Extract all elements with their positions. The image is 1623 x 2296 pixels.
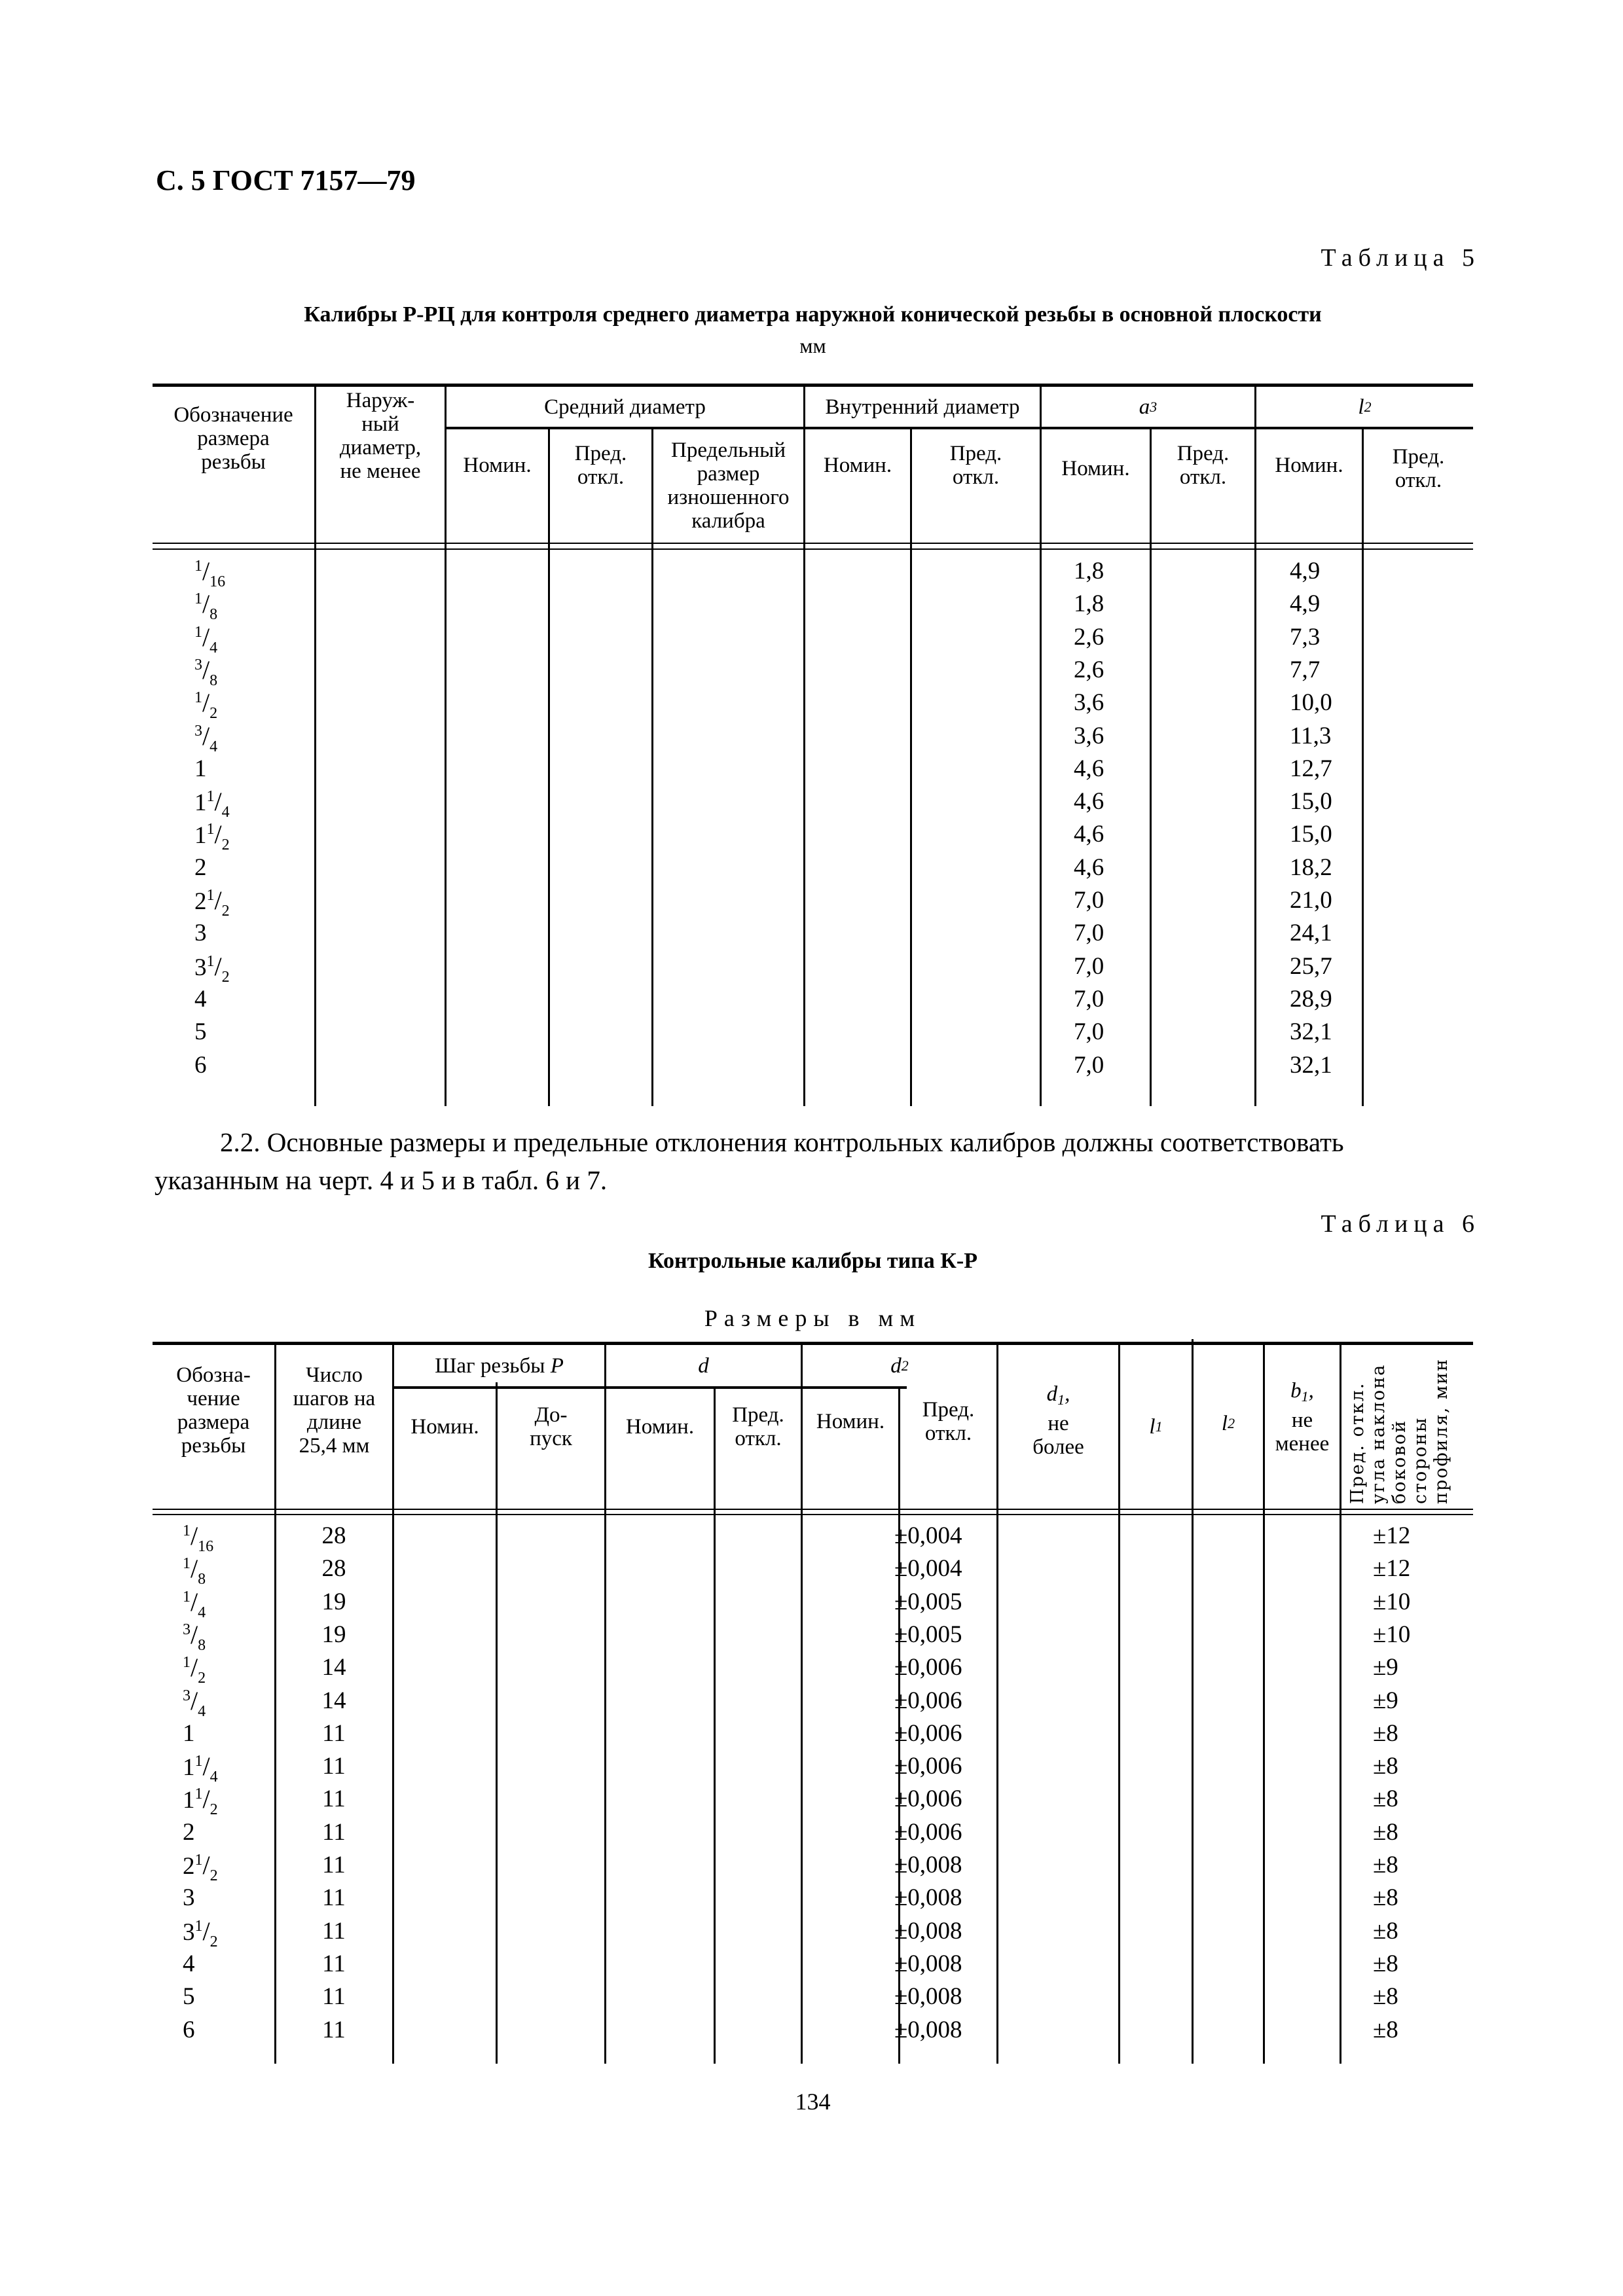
a3-nom-cell: 7,0 [1074, 1052, 1104, 1079]
header-text: откл. [924, 1422, 972, 1445]
size-whole: 1 [183, 1720, 195, 1747]
a3-nom-cell: 7,0 [1074, 1018, 1104, 1045]
a3-nom-cell: 7,0 [1074, 920, 1104, 946]
size-whole: 1 [183, 1787, 195, 1814]
header-text: Предельный [671, 439, 786, 462]
l2-nom-cell: 15,0 [1290, 788, 1332, 815]
size-denominator: 4 [198, 1604, 206, 1621]
thread-size [194, 818, 230, 851]
table6-header-d2-dev [900, 1389, 996, 1454]
fraction-slash: / [214, 819, 222, 849]
angle-dev-cell: ±8 [1373, 1819, 1398, 1846]
size-numerator: 1 [194, 558, 202, 575]
header-text: менее [1275, 1431, 1330, 1456]
size-denominator: 4 [198, 1703, 206, 1720]
fraction-slash: / [191, 1521, 198, 1551]
size-whole: 2 [183, 1853, 195, 1880]
size-whole: 6 [194, 1052, 207, 1079]
a3-nom-cell: 7,0 [1074, 953, 1104, 980]
size-numerator: 1 [206, 953, 215, 970]
thread-size [183, 1717, 195, 1750]
paragraph-line-1: 2.2. Основные размеры и предельные отклонения контрольных калибров должны соответствовать [220, 1127, 1344, 1157]
angle-dev-cell: ±10 [1373, 1621, 1411, 1648]
table5-header-designation [153, 393, 314, 484]
fraction-slash: / [214, 886, 222, 915]
size-whole: 3 [194, 920, 207, 946]
header-text: Наруж- [346, 389, 415, 412]
table5-header-rule-1 [153, 543, 1473, 544]
size-numerator: 1 [194, 1852, 203, 1869]
header-text: откл. [735, 1426, 782, 1450]
size-numerator: 1 [206, 821, 215, 838]
thread-size [183, 1552, 206, 1588]
thread-size [183, 1520, 214, 1555]
fraction-slash: / [191, 1686, 198, 1715]
angle-dev-cell: ±8 [1373, 1720, 1398, 1747]
size-whole: 3 [183, 1884, 195, 1911]
thread-size [183, 1586, 206, 1619]
l2-nom-cell: 4,9 [1290, 558, 1321, 584]
header-text: не менее [340, 459, 421, 483]
subscript: 2 [901, 1357, 909, 1374]
size-whole: 5 [183, 1983, 195, 2010]
d2-dev-cell: ±0,005 [894, 1588, 962, 1615]
size-numerator: 1 [183, 1588, 191, 1605]
thread-size [183, 1783, 218, 1816]
header-text: Пред. [574, 442, 627, 465]
thread-size [183, 1619, 206, 1654]
header-text: размера [197, 427, 270, 450]
symbol-p: P [550, 1354, 564, 1378]
thread-size [183, 1750, 218, 1783]
fraction-slash: / [202, 589, 210, 619]
thread-size [194, 588, 218, 623]
header-text: откл. [1395, 469, 1442, 492]
table6-header-rule-2 [153, 1514, 1473, 1515]
l2-nom-cell: 32,1 [1290, 1018, 1332, 1045]
thread-size [194, 753, 207, 785]
d2-dev-cell: ±0,005 [894, 1621, 962, 1648]
table6-header-pitch [394, 1345, 604, 1386]
steps-cell: 11 [322, 1918, 346, 1945]
header-text: Пред. [1176, 442, 1230, 465]
thread-size [194, 1016, 207, 1049]
l2-nom-cell: 28,9 [1290, 986, 1332, 1013]
angle-dev-cell: ±8 [1373, 1884, 1398, 1911]
table5-header-l2-nom: Номин. [1275, 454, 1343, 477]
angle-dev-cell: ±8 [1373, 1983, 1398, 2010]
steps-cell: 11 [322, 1983, 346, 2010]
thread-size [183, 1651, 206, 1687]
l2-nom-cell: 11,3 [1290, 723, 1332, 749]
thread-size [183, 1981, 195, 2013]
table6-header-d1: $d_1$, не более [1032, 1382, 1084, 1459]
table5-header-inner-diameter: Внутренний диаметр [825, 395, 1020, 419]
header-text: откл. [577, 465, 625, 489]
table5-header-a3 [1042, 387, 1254, 427]
a3-nom-cell: 4,6 [1074, 854, 1104, 881]
table6-header-b1: $b_1$, не менее [1275, 1378, 1330, 1456]
size-numerator: 3 [194, 656, 202, 673]
table6-header-d-dev [716, 1389, 801, 1464]
l2-nom-cell: 24,1 [1290, 920, 1332, 946]
size-whole: 3 [194, 954, 207, 981]
table5-header-worn-limit [653, 429, 803, 542]
fraction-slash: / [191, 1620, 198, 1649]
size-numerator: 1 [194, 1918, 203, 1935]
table5-header-outer-diameter [316, 389, 445, 500]
table5-header-mean-nom: Номин. [463, 454, 532, 477]
header-text: резьбы [201, 450, 266, 474]
l2-nom-cell: 21,0 [1290, 887, 1332, 914]
size-denominator: 8 [210, 672, 218, 689]
thread-size [183, 1816, 195, 1849]
header-text: более [1032, 1435, 1084, 1459]
thread-size [183, 1915, 218, 1948]
angle-dev-cell: ±8 [1373, 1785, 1398, 1812]
fraction-slash: / [202, 1751, 210, 1781]
header-text: Шаг резьбы [435, 1354, 545, 1378]
a3-nom-cell: 4,6 [1074, 755, 1104, 782]
fraction-slash: / [214, 787, 222, 816]
fraction-slash: / [202, 556, 210, 586]
d2-dev-cell: ±0,008 [894, 1884, 962, 1911]
thread-size [194, 687, 218, 722]
size-whole: 5 [194, 1018, 207, 1045]
header-text-vertical: Пред. откл. угла наклона боковой стороны профиля, мин [1347, 1357, 1451, 1504]
table6-header-pitch-tol [498, 1389, 604, 1464]
size-denominator: 2 [221, 836, 230, 853]
fraction-slash: / [202, 1850, 210, 1880]
table5-header-l2 [1256, 387, 1473, 427]
a3-nom-cell: 3,6 [1074, 723, 1104, 749]
steps-cell: 11 [322, 1819, 346, 1846]
table5-label: Таблица 5 [1321, 244, 1480, 272]
size-whole: 6 [183, 2017, 195, 2043]
angle-dev-cell: ±12 [1373, 1555, 1411, 1582]
d2-dev-cell: ±0,008 [894, 2017, 962, 2043]
size-numerator: 1 [183, 1555, 191, 1572]
header-text: Пред. [1392, 445, 1445, 469]
size-numerator: 1 [206, 887, 215, 904]
d2-dev-cell: ±0,006 [894, 1753, 962, 1780]
d2-dev-cell: ±0,006 [894, 1819, 962, 1846]
size-numerator: 1 [194, 590, 202, 607]
table6-header-d: d [698, 1354, 709, 1378]
header-text: не [1291, 1408, 1313, 1432]
header-text: шагов на [293, 1387, 376, 1410]
l2-nom-cell: 15,0 [1290, 821, 1332, 848]
table6-header-pitch-nom: Номин. [410, 1414, 479, 1439]
fraction-slash: / [202, 1916, 210, 1946]
steps-cell: 11 [322, 1753, 346, 1780]
d2-dev-cell: ±0,008 [894, 1918, 962, 1945]
angle-dev-cell: ±12 [1373, 1522, 1411, 1549]
header-text: До- [534, 1403, 568, 1427]
table6-col-divider [496, 1382, 498, 2064]
header-text: откл. [1179, 465, 1227, 489]
d2-dev-cell: ±0,008 [894, 1852, 962, 1878]
size-numerator: 1 [183, 1522, 191, 1539]
angle-dev-cell: ±8 [1373, 1918, 1398, 1945]
a3-nom-cell: 2,6 [1074, 656, 1104, 683]
steps-cell: 19 [321, 1621, 346, 1648]
table5-caption: Калибры Р-РЦ для контроля среднего диаметра наружной конической резьбы в основной плоскости [304, 302, 1322, 327]
size-denominator: 16 [210, 573, 226, 590]
angle-dev-cell: ±10 [1373, 1588, 1411, 1615]
header-text: чение [187, 1387, 240, 1410]
header-text: пуск [530, 1426, 572, 1450]
d2-dev-cell: ±0,004 [894, 1522, 962, 1549]
steps-cell: 28 [321, 1522, 346, 1549]
size-denominator: 8 [210, 606, 218, 623]
header-text: размер [697, 462, 760, 486]
fraction-slash: / [191, 1554, 198, 1583]
size-denominator: 8 [198, 1571, 206, 1588]
thread-size [194, 1049, 207, 1082]
size-numerator: 1 [206, 788, 215, 805]
angle-dev-cell: ±8 [1373, 2017, 1398, 2043]
subscript: 2 [1228, 1415, 1235, 1431]
header-text: диаметр, [339, 436, 422, 459]
thread-size [183, 1948, 195, 1981]
size-numerator: 1 [183, 1654, 191, 1671]
thread-size [183, 2014, 195, 2047]
a3-nom-cell: 1,8 [1074, 590, 1104, 617]
table5-header-l2-dev [1364, 429, 1473, 508]
table5-header-mean-diameter: Средний диаметр [544, 395, 706, 419]
l2-nom-cell: 10,0 [1290, 689, 1332, 716]
size-numerator: 1 [194, 1753, 203, 1770]
steps-cell: 19 [321, 1588, 346, 1615]
size-numerator: 3 [194, 723, 202, 740]
thread-size [194, 852, 207, 884]
l2-nom-cell: 7,7 [1290, 656, 1321, 683]
paragraph-line-2: указанным на черт. 4 и 5 и в табл. 6 и 7. [155, 1165, 608, 1195]
thread-size [183, 1849, 218, 1882]
subscript: 1 [1301, 1388, 1309, 1405]
header-text: 25,4 мм [299, 1434, 370, 1458]
thread-size [194, 884, 230, 920]
fraction-slash: / [191, 1587, 198, 1617]
size-denominator: 2 [210, 1933, 218, 1950]
table6-header-d2 [803, 1345, 996, 1386]
size-denominator: 2 [221, 969, 230, 986]
symbol-l: l [1221, 1412, 1228, 1435]
size-denominator: 4 [210, 738, 218, 755]
steps-cell: 11 [322, 2017, 346, 2043]
d2-dev-cell: ±0,008 [894, 1950, 962, 1977]
size-denominator: 4 [210, 639, 218, 656]
thread-size [194, 555, 225, 588]
steps-cell: 28 [321, 1555, 346, 1582]
size-whole: 1 [194, 822, 207, 849]
angle-dev-cell: ±8 [1373, 1852, 1398, 1878]
size-numerator: 1 [194, 1785, 203, 1803]
thread-size [194, 950, 230, 986]
header-text: Обозначение [173, 403, 293, 427]
table6-col-divider [714, 1388, 716, 2064]
size-denominator: 2 [210, 705, 218, 722]
size-whole: 2 [194, 854, 207, 881]
fraction-slash: / [202, 721, 210, 751]
page-number: 134 [795, 2089, 831, 2115]
symbol-d: d [890, 1354, 902, 1378]
size-denominator: 2 [210, 1867, 218, 1884]
header-text: Пред. [922, 1398, 975, 1422]
size-numerator: 1 [194, 689, 202, 706]
symbol-l: l [1149, 1415, 1156, 1439]
subscript: 2 [1364, 398, 1372, 415]
size-whole: 1 [194, 789, 207, 816]
size-denominator: 16 [198, 1538, 214, 1555]
header-text: размера [177, 1410, 250, 1434]
table6-units: Размеры в мм [704, 1305, 922, 1331]
steps-cell: 11 [322, 1884, 346, 1911]
l2-nom-cell: 32,1 [1290, 1052, 1332, 1079]
subscript: 3 [1150, 398, 1158, 415]
table5-units: мм [799, 334, 826, 357]
symbol-a: a [1139, 395, 1150, 419]
header-text: откл. [952, 465, 1000, 489]
a3-nom-cell: 2,6 [1074, 624, 1104, 651]
table6-header-d2-nom: Номин. [816, 1410, 885, 1433]
steps-cell: 14 [321, 1654, 346, 1681]
d2-dev-cell: ±0,006 [894, 1785, 962, 1812]
size-whole: 1 [183, 1754, 195, 1781]
table5-col-divider [910, 428, 912, 1106]
table6-caption: Контрольные калибры типа К-Р [647, 1249, 978, 1273]
a3-nom-cell: 3,6 [1074, 689, 1104, 716]
header-text: резьбы [181, 1434, 246, 1458]
angle-dev-cell: ±8 [1373, 1950, 1398, 1977]
steps-cell: 11 [322, 1785, 346, 1812]
d2-dev-cell: ±0,008 [894, 1983, 962, 2010]
table6-header-rule-1 [153, 1509, 1473, 1510]
thread-size [194, 785, 230, 821]
header-text: Число [306, 1363, 363, 1387]
l2-nom-cell: 4,9 [1290, 590, 1321, 617]
angle-dev-cell: ±8 [1373, 1753, 1398, 1780]
size-whole: 3 [183, 1919, 195, 1946]
a3-nom-cell: 7,0 [1074, 887, 1104, 914]
symbol-d: d [1046, 1382, 1058, 1406]
header-text: Обозна- [176, 1363, 251, 1387]
size-numerator: 3 [183, 1687, 191, 1704]
thread-size [183, 1882, 195, 1914]
table6-header-l1 [1120, 1388, 1192, 1466]
size-denominator: 8 [198, 1637, 206, 1654]
steps-cell: 11 [322, 1720, 346, 1747]
header-text: изношенного [667, 486, 790, 509]
size-numerator: 1 [194, 624, 202, 641]
symbol-l: l [1358, 395, 1364, 419]
thread-size [194, 720, 217, 753]
d2-dev-cell: ±0,006 [894, 1654, 962, 1681]
thread-size [194, 654, 217, 687]
steps-cell: 14 [321, 1687, 346, 1714]
size-denominator: 2 [221, 903, 230, 920]
d2-dev-cell: ±0,004 [894, 1555, 962, 1582]
table5-header-a3-dev [1152, 429, 1254, 501]
table5-header-inner-dev [912, 429, 1040, 501]
fraction-slash: / [191, 1653, 198, 1682]
fraction-slash: / [202, 688, 210, 717]
header-text: не [1048, 1411, 1069, 1435]
table6-header-designation [153, 1361, 274, 1460]
table5-header-rule-2 [153, 548, 1473, 550]
fraction-slash: / [214, 952, 222, 981]
size-whole: 2 [194, 888, 207, 915]
header-text: Пред. [732, 1403, 784, 1427]
table5-header-mean-dev [550, 429, 651, 501]
symbol-b: b [1290, 1378, 1302, 1403]
table6-col-divider [1340, 1344, 1341, 2064]
size-denominator: 2 [198, 1670, 206, 1687]
thread-size [183, 1685, 206, 1720]
table5-header-inner-nom: Номин. [823, 454, 892, 477]
l2-nom-cell: 12,7 [1290, 755, 1332, 782]
thread-size [194, 917, 207, 950]
fraction-slash: / [202, 622, 210, 652]
table6-header-d-nom: Номин. [625, 1414, 695, 1439]
a3-nom-cell: 4,6 [1074, 788, 1104, 815]
table6-header-l2 [1194, 1388, 1263, 1460]
size-whole: 4 [194, 986, 207, 1013]
table6-header-steps [276, 1361, 392, 1460]
a3-nom-cell: 1,8 [1074, 558, 1104, 584]
size-numerator: 3 [183, 1621, 191, 1638]
a3-nom-cell: 7,0 [1074, 986, 1104, 1013]
fraction-slash: / [202, 655, 210, 685]
table6-label: Таблица 6 [1321, 1210, 1480, 1238]
table6-header-angle-dev [1347, 1350, 1472, 1507]
thread-size [194, 621, 217, 654]
angle-dev-cell: ±9 [1373, 1687, 1398, 1714]
steps-cell: 11 [322, 1950, 346, 1977]
size-denominator: 4 [210, 1768, 218, 1785]
l2-nom-cell: 25,7 [1290, 953, 1332, 980]
size-denominator: 2 [210, 1801, 218, 1818]
angle-dev-cell: ±9 [1373, 1654, 1398, 1681]
l2-nom-cell: 18,2 [1290, 854, 1332, 881]
document-header: С. 5 ГОСТ 7157—79 [156, 164, 416, 196]
a3-nom-cell: 4,6 [1074, 821, 1104, 848]
fraction-slash: / [202, 1784, 210, 1814]
header-text: калибра [691, 509, 765, 533]
l2-nom-cell: 7,3 [1290, 624, 1321, 651]
size-whole: 1 [194, 755, 207, 782]
header-text: Пред. [949, 442, 1002, 465]
table5-header-a3-nom: Номин. [1061, 457, 1130, 480]
subscript: 1 [1057, 1391, 1065, 1408]
steps-cell: 11 [322, 1852, 346, 1878]
header-text: ный [361, 412, 399, 436]
size-whole: 2 [183, 1819, 195, 1846]
size-whole: 4 [183, 1950, 195, 1977]
d2-dev-cell: ±0,006 [894, 1720, 962, 1747]
d2-dev-cell: ±0,006 [894, 1687, 962, 1714]
subscript: 1 [1155, 1418, 1163, 1435]
table5-col-divider [548, 428, 550, 1106]
size-denominator: 4 [221, 804, 230, 821]
thread-size [194, 983, 207, 1016]
header-text: длине [306, 1410, 362, 1434]
